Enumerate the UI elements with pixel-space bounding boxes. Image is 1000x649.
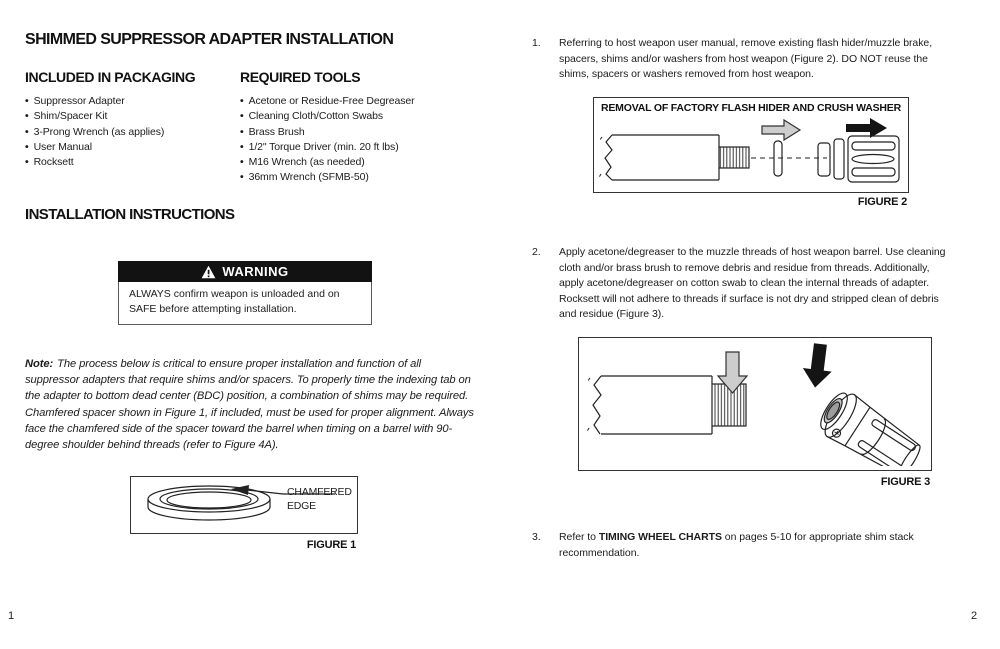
step-3 xyxy=(532,530,946,561)
black-arrow-icon xyxy=(801,342,835,389)
step-text-pre: Refer to xyxy=(559,531,599,543)
list-item: • Shim/Spacer Kit xyxy=(25,109,230,124)
step-text xyxy=(559,530,946,561)
warning-title: WARNING xyxy=(222,264,289,279)
tools-list xyxy=(240,94,475,186)
warning-text: ALWAYS confirm weapon is unloaded and on SAFE before attempting installation. xyxy=(118,282,372,325)
included-section xyxy=(25,69,230,170)
warning-header xyxy=(118,261,372,282)
page-number-left: 1 xyxy=(8,610,15,622)
list-item: • 1/2" Torque Driver (min. 20 ft lbs) xyxy=(240,140,475,155)
warning-box xyxy=(118,261,372,325)
flash-hider-drawing xyxy=(818,136,899,182)
list-item: • 3-Prong Wrench (as applies) xyxy=(25,125,230,140)
barrel-drawing xyxy=(586,376,746,434)
flash-hider-drawing xyxy=(814,386,927,466)
list-item: • Brass Brush xyxy=(240,125,475,140)
tools-section xyxy=(240,69,475,186)
list-item: • 36mm Wrench (SFMB-50) xyxy=(240,170,475,185)
figure2-title: REMOVAL OF FACTORY FLASH HIDER AND CRUSH WASHER xyxy=(601,102,901,114)
step-text: Apply acetone/degreaser to the muzzle threads of host weapon barrel. Use cleaning cloth and/or brass brush to remove debris and residue from threads. Additionally, apply acetone/degreaser on cotton swab to clean the internal threads of adapter. Rocksett will not adhere to threads if surface is not dry and stripped clean of debris and residue (Figure 3). xyxy=(559,246,946,320)
black-arrow-icon xyxy=(846,118,887,138)
step-number: 3. xyxy=(532,531,541,543)
included-list xyxy=(25,94,230,170)
step-text-bold: TIMING WHEEL CHARTS xyxy=(598,531,722,543)
note-label: Note: xyxy=(25,358,54,370)
page-title: SHIMMED SUPPRESSOR ADAPTER INSTALLATION xyxy=(25,31,394,48)
barrel-drawing xyxy=(598,135,749,180)
flash-hider-removal-drawing xyxy=(594,114,904,188)
figure3-box xyxy=(578,337,932,471)
step-1 xyxy=(532,36,946,83)
note-paragraph xyxy=(25,356,477,453)
step-2 xyxy=(532,245,950,323)
list-item: • M16 Wrench (as needed) xyxy=(240,155,475,170)
list-item: • Suppressor Adapter xyxy=(25,94,230,109)
warning-triangle-icon xyxy=(201,265,216,279)
tools-heading: REQUIRED TOOLS xyxy=(240,69,361,85)
included-heading: INCLUDED IN PACKAGING xyxy=(25,69,196,85)
instructions-heading: INSTALLATION INSTRUCTIONS xyxy=(25,206,235,223)
note-body: The process below is critical to ensure proper installation and function of all suppressor adapters that require shims and/or spacers. To properly time the indexing tab on the adapter to bottom dead center (BDC) position, a combination of shims may be required. Chamfered spacer shown in Figure 1, if included, must be used for proper alignment. Always face the chamfered side of the spacer toward the barrel when timing on a barrel with 90-degree shoulder behind threads (refer to Figure 4A). xyxy=(25,358,474,452)
gray-arrow-icon xyxy=(762,120,800,140)
figure2-caption: FIGURE 2 xyxy=(857,196,907,208)
step-text: Referring to host weapon user manual, remove existing flash hider/muzzle brake, spacers, shims and/or washers from host weapon (Figure 2). DO NOT reuse the shims, spacers or washers removed from host weapon. xyxy=(559,37,933,80)
figure3-caption: FIGURE 3 xyxy=(880,476,930,488)
step-text-post: on pages 5-10 for appropriate shim stack recommendation. xyxy=(559,531,914,559)
page-number-right: 2 xyxy=(971,610,978,622)
list-item: • User Manual xyxy=(25,140,230,155)
list-item: • Rocksett xyxy=(25,155,230,170)
figure1-callout: CHAMFERED EDGE xyxy=(287,486,352,512)
step-number: 1. xyxy=(532,37,541,49)
figure2-box xyxy=(593,97,909,193)
figure1-caption: FIGURE 1 xyxy=(306,539,356,551)
list-item: • Acetone or Residue-Free Degreaser xyxy=(240,94,475,109)
figure1-box xyxy=(130,476,358,534)
list-item: • Cleaning Cloth/Cotton Swabs xyxy=(240,109,475,124)
thread-cleaning-drawing xyxy=(579,338,927,466)
step-number: 2. xyxy=(532,246,541,258)
